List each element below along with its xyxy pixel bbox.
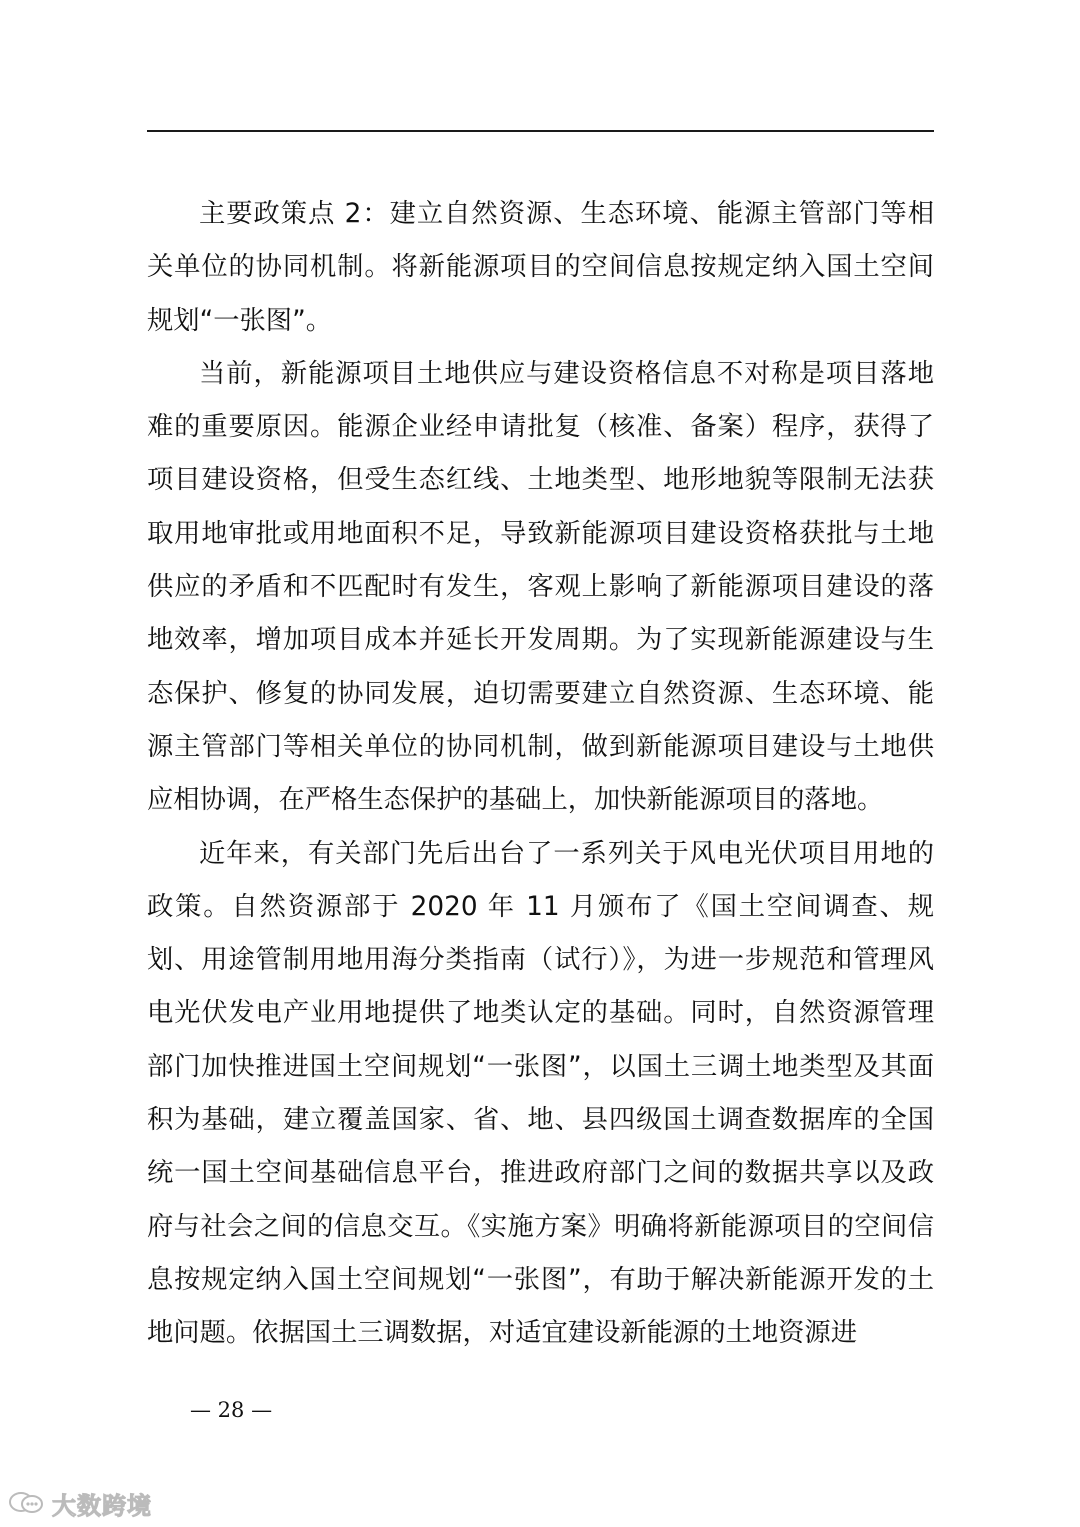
header-rule (147, 130, 934, 132)
watermark (8, 1488, 152, 1518)
document-body (147, 188, 934, 1361)
page-number: — 28 — (190, 1398, 273, 1422)
paragraph-recent-policies: 近年来，有关部门先后出台了一系列关于风电光伏项目用地的政策。自然资源部于 2020 年 11 月颁布了《国土空间调查、规划、用途管制用地用海分类指南（试行）》，为进一步规范和管理风电光伏发电产业用地提供了地类认定的基础。同时，自然资源管理部门加快推进国土空间规划“一张图”，以国土三调土地类型及其面积为基础，建立覆盖国家、省、地、县四级国土调查数据库的全国统一国土空间基础信息平台，推进政府部门之间的数据共享以及政府与社会之间的信息交互。《实施方案》明确将新能源项目的空间信息按规定纳入国土空间规划“一张图”，有助于解决新能源开发的土地问题。依据国土三调数据，对适宜建设新能源的土地资源进 (147, 838, 934, 1349)
watermark-text: 大数跨境 (52, 1491, 152, 1520)
paragraph-policy-point: 主要政策点 2：建立自然资源、生态环境、能源主管部门等相关单位的协同机制。将新能源项目的空间信息按规定纳入国土空间规划“一张图”。 (147, 199, 934, 336)
chat-bubble-logo-icon (8, 1490, 44, 1516)
paragraph-current-situation: 当前，新能源项目土地供应与建设资格信息不对称是项目落地难的重要原因。能源企业经申请批复（核准、备案）程序，获得了项目建设资格，但受生态红线、土地类型、地形地貌等限制无法获取用地审批或用地面积不足，导致新能源项目建设资格获批与土地供应的矛盾和不匹配时有发生，客观上影响了新能源项目建设的落地效率，增加项目成本并延长开发周期。为了实现新能源建设与生态保护、修复的协同发展，迫切需要建立自然资源、生态环境、能源主管部门等相关单位的协同机制，做到新能源项目建设与土地供应相协调，在严格生态保护的基础上，加快新能源项目的落地。 (147, 358, 934, 816)
